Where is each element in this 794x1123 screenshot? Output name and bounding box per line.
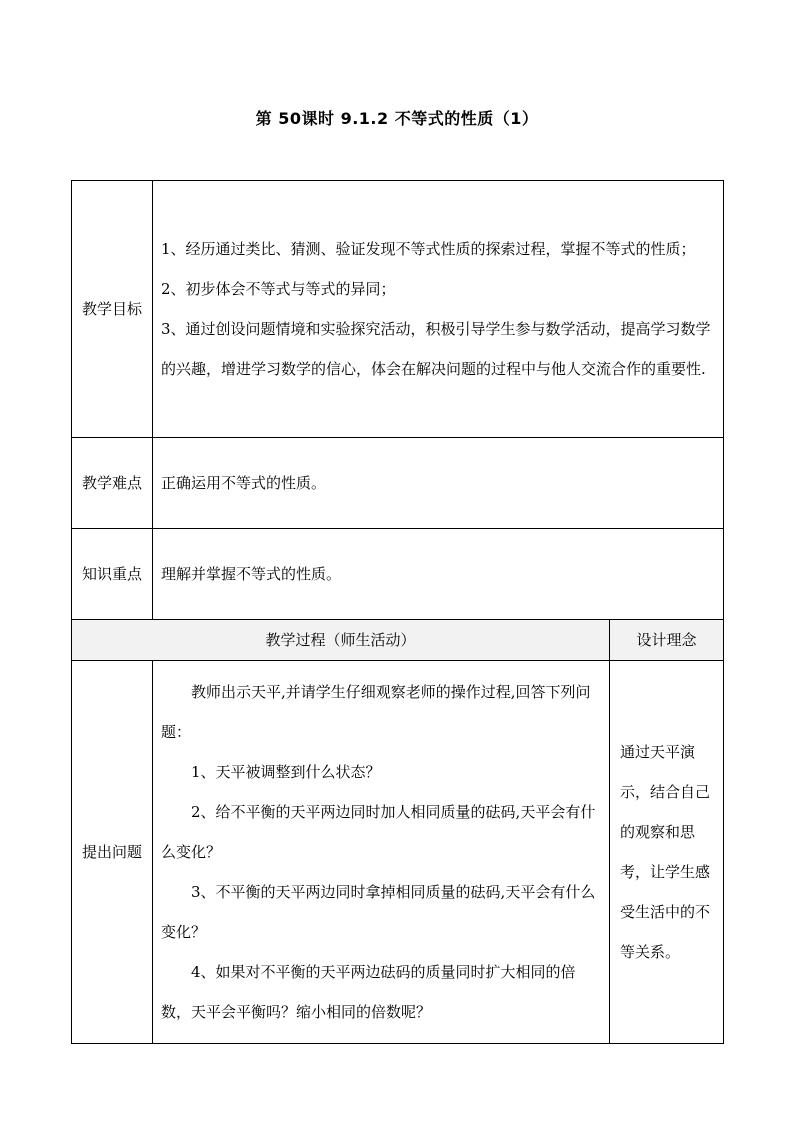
process-design-header: 设计理念 (610, 620, 724, 661)
question-item: 3、不平衡的天平两边同时拿掉相同质量的砝码,天平会有什么变化？ (161, 883, 596, 941)
teaching-difficulty-label: 教学难点 (72, 438, 153, 529)
document-title: 第 50课时 9.1.2 不等式的性质（1） (255, 109, 539, 128)
teaching-difficulty-row (72, 438, 724, 529)
teaching-difficulty-content: 正确运用不等式的性质。 (153, 438, 724, 529)
question-section-label: 提出问题 (72, 661, 153, 1044)
process-activity-header: 教学过程（师生活动） (72, 620, 610, 661)
goal-item: 3、通过创设问题情境和实验探究活动，积极引导学生参与数学活动，提高学习数学的兴趣，增进学习数学的信心，体会在解决问题的过程中与他人交流合作的重要性. (161, 320, 711, 378)
question-section-content (153, 661, 610, 1044)
process-header-row (72, 620, 724, 661)
key-points-content: 理解并掌握不等式的性质。 (153, 529, 724, 620)
question-section-row (72, 661, 724, 1044)
goal-item: 2、初步体会不等式与等式的异同； (161, 280, 396, 298)
teaching-goals-label: 教学目标 (72, 181, 153, 438)
teaching-goals-row (72, 181, 724, 438)
question-item: 4、如果对不平衡的天平两边砝码的质量同时扩大相同的倍数，天平会平衡吗？缩小相同的倍数呢？ (161, 963, 576, 1021)
question-item: 2、给不平衡的天平两边同时加人相同质量的砝码,天平会有什么变化？ (161, 803, 596, 861)
key-points-label: 知识重点 (72, 529, 153, 620)
design-note: 通过天平演示，结合自己的观察和思考，让学生感受生活中的不等关系。 (610, 661, 724, 1044)
question-item: 1、天平被调整到什么状态？ (191, 763, 381, 781)
goal-item: 1、经历通过类比、猜测、验证发现不等式性质的探索过程，掌握不等式的性质； (161, 240, 696, 258)
key-points-row (72, 529, 724, 620)
lesson-plan-table (71, 180, 724, 1044)
question-intro: 教师出示天平,并请学生仔细观察老师的操作过程,回答下列问题： (161, 683, 591, 741)
teaching-goals-content (153, 181, 724, 438)
